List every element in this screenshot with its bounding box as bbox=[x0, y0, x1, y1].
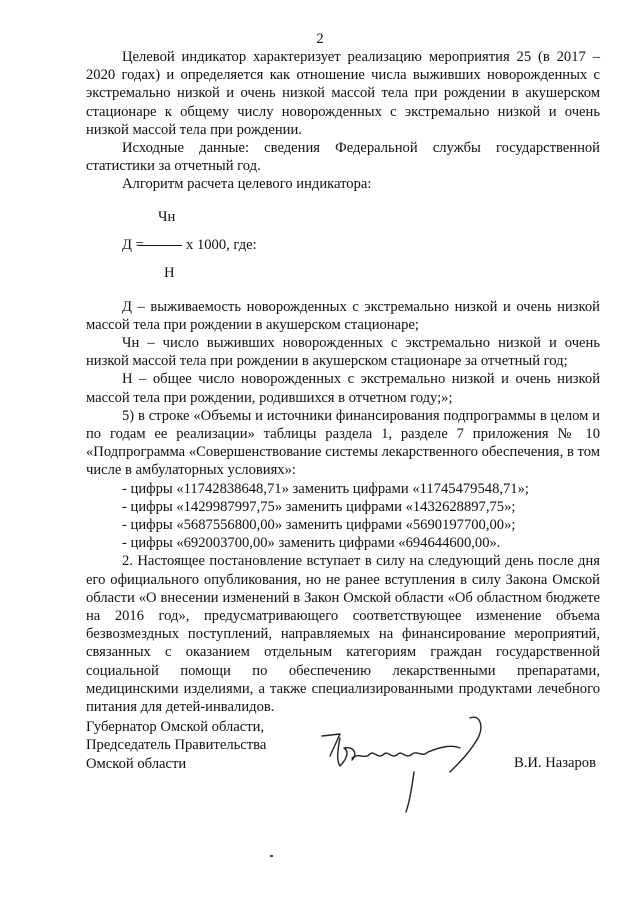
signature-block bbox=[86, 708, 616, 828]
scan-speck bbox=[270, 855, 273, 857]
handwritten-signature bbox=[310, 708, 500, 828]
signatory-title bbox=[86, 718, 266, 773]
paragraph-algorithm-heading: Алгоритм расчета целевого индикатора: bbox=[122, 176, 372, 193]
page-number: 2 bbox=[316, 31, 324, 47]
paragraph-definition-d: Д – выживаемость новорожденных с экстремально низкой и очень низкой массой тела при рождении в акушерском стационаре; bbox=[86, 298, 600, 333]
formula bbox=[86, 200, 600, 286]
list-item: - цифры «1429987997,75» заменить цифрами «1432628897,75»; bbox=[122, 498, 516, 515]
paragraph-definition-chn: Чн – число выживших новорожденных с экстремально низкой и очень низкой массой тела при рождении в акушерском стационаре за отчетный год; bbox=[86, 335, 600, 370]
paragraph-effective-date: 2. Настоящее постановление вступает в силу на следующий день после дня его официального опубликования, но не ранее вступления в силу Закона Омской области «О внесении изменений в Закон Омской области «Об областном бюджете на 2016 год», предусматривающего соответствующее изменение объема безвозмездных поступлений, направляемых на финансирование мероприятий, связанных с оказанием отдельным категориям граждан государственной социальной помощи по обеспечению лекарственными препаратами, медицинскими изделиями, а также специализированными продуктами лечебного питания для детей-инвалидов. bbox=[86, 553, 600, 716]
formula-lhs: Д = bbox=[122, 236, 144, 253]
document-body bbox=[86, 48, 600, 716]
signatory-name: В.И. Назаров bbox=[514, 755, 596, 771]
paragraph-source-data: Исходные данные: сведения Федеральной службы государственной статистики за отчетный год. bbox=[86, 140, 600, 175]
signatory-title-line: Председатель Правительства bbox=[86, 737, 267, 754]
list-item: - цифры «692003700,00» заменить цифрами «694644600,00». bbox=[122, 535, 501, 552]
formula-rhs: х 1000, где: bbox=[186, 236, 257, 253]
formula-denominator: Н bbox=[164, 264, 175, 281]
signatory-title-line: Губернатор Омской области, bbox=[86, 719, 265, 735]
formula-numerator: Чн bbox=[158, 208, 176, 225]
fraction-bar bbox=[138, 245, 182, 246]
signatory-title-line: Омской области bbox=[86, 755, 187, 772]
list-item: - цифры «5687556800,00» заменить цифрами «5690197700,00»; bbox=[122, 517, 516, 534]
paragraph-definition-n: Н – общее число новорожденных с экстремально низкой и очень низкой массой тела при рождении, родившихся в отчетном году;»; bbox=[86, 371, 600, 406]
list-item: - цифры «11742838648,71» заменить цифрами «11745479548,71»; bbox=[122, 480, 529, 497]
paragraph-amendment-5: 5) в строке «Объемы и источники финансирования подпрограммы в целом и по годам ее реализации» таблицы раздела 1, разделе 7 приложения № 10 «Подпрограмма «Совершенствование системы лекарственного обеспечения, в том числе в амбулаторных условиях»: bbox=[86, 407, 600, 479]
paragraph-indicator-description: Целевой индикатор характеризует реализацию мероприятия 25 (в 2017 – 2020 годах) и определяется как отношение числа выживших новорожденных с экстремально низкой и очень низкой массой тела при рождении в акушерском стационаре к общему числу новорожденных с экстремально низкой и очень низкой массой тела при рождении. bbox=[86, 49, 600, 138]
